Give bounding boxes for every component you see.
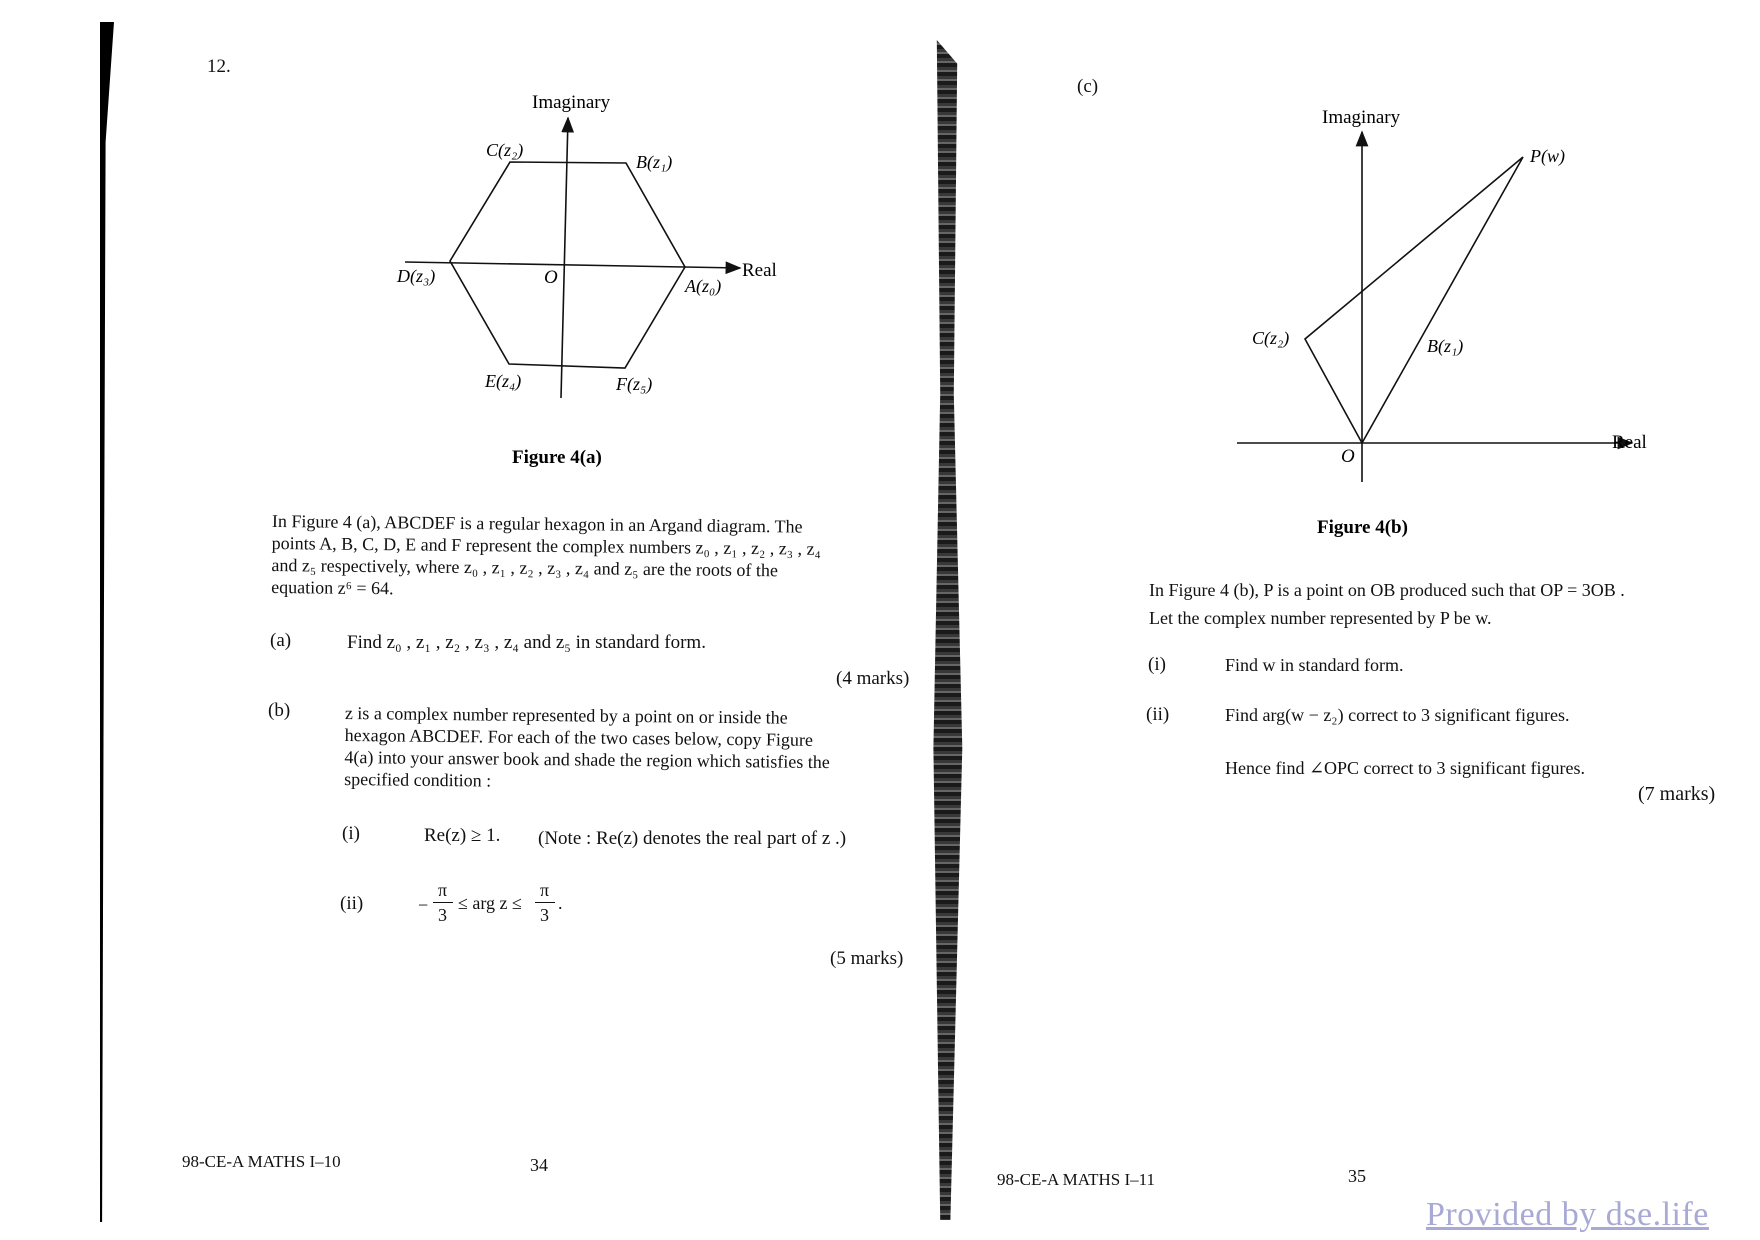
origin-label-b: O xyxy=(1341,446,1355,467)
part-b-label: (b) xyxy=(268,700,291,721)
origin-label-a: O xyxy=(544,267,558,288)
point-label-d: D(z₃) xyxy=(397,266,436,286)
fraction-right-numerator: π xyxy=(540,880,550,900)
watermark-link[interactable]: Provided by dse.life xyxy=(1426,1196,1709,1233)
point-label-f: F(z₅) xyxy=(616,374,653,394)
point-label-c: C(z₂) xyxy=(486,140,524,160)
figure-caption-a: Figure 4(a) xyxy=(512,447,602,468)
part-c-i-text: Find w in standard form. xyxy=(1225,655,1404,675)
part-c-marks: (7 marks) xyxy=(1638,783,1716,805)
footer-code-right: 98-CE-A MATHS I–11 xyxy=(997,1170,1156,1189)
part-b-i-note: (Note : Re(z) denotes the real part of z .) xyxy=(538,828,847,849)
fraction-left-numerator: π xyxy=(438,880,448,900)
intro-line-2: points A, B, C, D, E and F represent the complex numbers z₀ , z₁ , z₂ , z₃ , z₄ xyxy=(271,532,821,559)
point-label-c-b: C(z₂) xyxy=(1252,328,1290,348)
part-c-i-label: (i) xyxy=(1148,654,1166,675)
part-c-ii-label: (ii) xyxy=(1146,704,1170,725)
part-b-line-4: specified condition : xyxy=(344,768,492,791)
part-b-line-1: z is a complex number represented by a point on or inside the xyxy=(344,702,788,728)
fraction-right-bar xyxy=(535,902,555,903)
fraction-left-bar xyxy=(433,902,453,903)
part-c-label: (c) xyxy=(1077,76,1099,97)
figure-caption-b: Figure 4(b) xyxy=(1317,517,1408,538)
point-label-b: B(z₁) xyxy=(636,152,673,172)
part-b-line-3: 4(a) into your answer book and shade the region which satisfies the xyxy=(344,746,830,773)
part-b-ii-label: (ii) xyxy=(340,893,364,914)
axis-label-imaginary-b: Imaginary xyxy=(1322,107,1401,128)
triangle-opc xyxy=(1305,157,1523,443)
intro-line-3: and z₅ respectively, where z₀ , z₁ , z₂ , z₃ , z₄ and z₅ are the roots of the xyxy=(271,554,779,581)
part-a-label: (a) xyxy=(270,630,292,651)
inequality-period: . xyxy=(558,893,563,913)
part-b-i-text: Re(z) ≥ 1. xyxy=(424,825,501,846)
point-label-a: A(z₀) xyxy=(685,276,722,296)
point-label-b-b: B(z₁) xyxy=(1427,336,1464,356)
intro-line-1: In Figure 4 (a), ABCDEF is a regular hexagon in an Argand diagram. The xyxy=(271,510,803,537)
part-c-ii-text: Find arg(w − z₂) correct to 3 significant figures. xyxy=(1225,705,1570,725)
inequality-middle: ≤ arg z ≤ xyxy=(458,893,522,913)
page-number-right: 35 xyxy=(1348,1166,1366,1186)
fraction-right-denominator: 3 xyxy=(540,905,549,925)
minus-sign: − xyxy=(418,895,429,915)
fraction-left-denominator: 3 xyxy=(438,905,447,925)
figure-4b xyxy=(0,0,1760,560)
part-b-marks: (5 marks) xyxy=(830,948,904,969)
axis-label-real-b: Real xyxy=(1612,432,1647,453)
axis-label-real-a: Real xyxy=(742,260,777,281)
intro-line-right-1: In Figure 4 (b), P is a point on OB produced such that OP = 3OB . xyxy=(1149,580,1625,600)
point-label-e: E(z₄) xyxy=(485,371,522,391)
part-b-paragraph xyxy=(344,702,913,796)
part-b-i-label: (i) xyxy=(342,823,360,844)
intro-line-right-2: Let the complex number represented by P be w. xyxy=(1149,608,1492,628)
part-b-ii-inequality xyxy=(418,880,568,940)
part-a-text: Find z₀ , z₁ , z₂ , z₃ , z₄ and z₅ in standard form. xyxy=(347,632,706,653)
question-number: 12. xyxy=(207,56,231,77)
footer-code-left: 98-CE-A MATHS I–10 xyxy=(182,1152,341,1171)
part-a-marks: (4 marks) xyxy=(836,668,910,689)
axis-label-imaginary-a: Imaginary xyxy=(532,92,611,113)
intro-line-4: equation z⁶ = 64. xyxy=(271,576,394,599)
part-c-ii-hence: Hence find ∠OPC correct to 3 significant figures. xyxy=(1225,758,1585,778)
part-b-line-2: hexagon ABCDEF. For each of the two cases below, copy Figure xyxy=(344,724,814,750)
point-label-p: P(w) xyxy=(1530,146,1565,166)
page-number-left: 34 xyxy=(530,1155,548,1175)
